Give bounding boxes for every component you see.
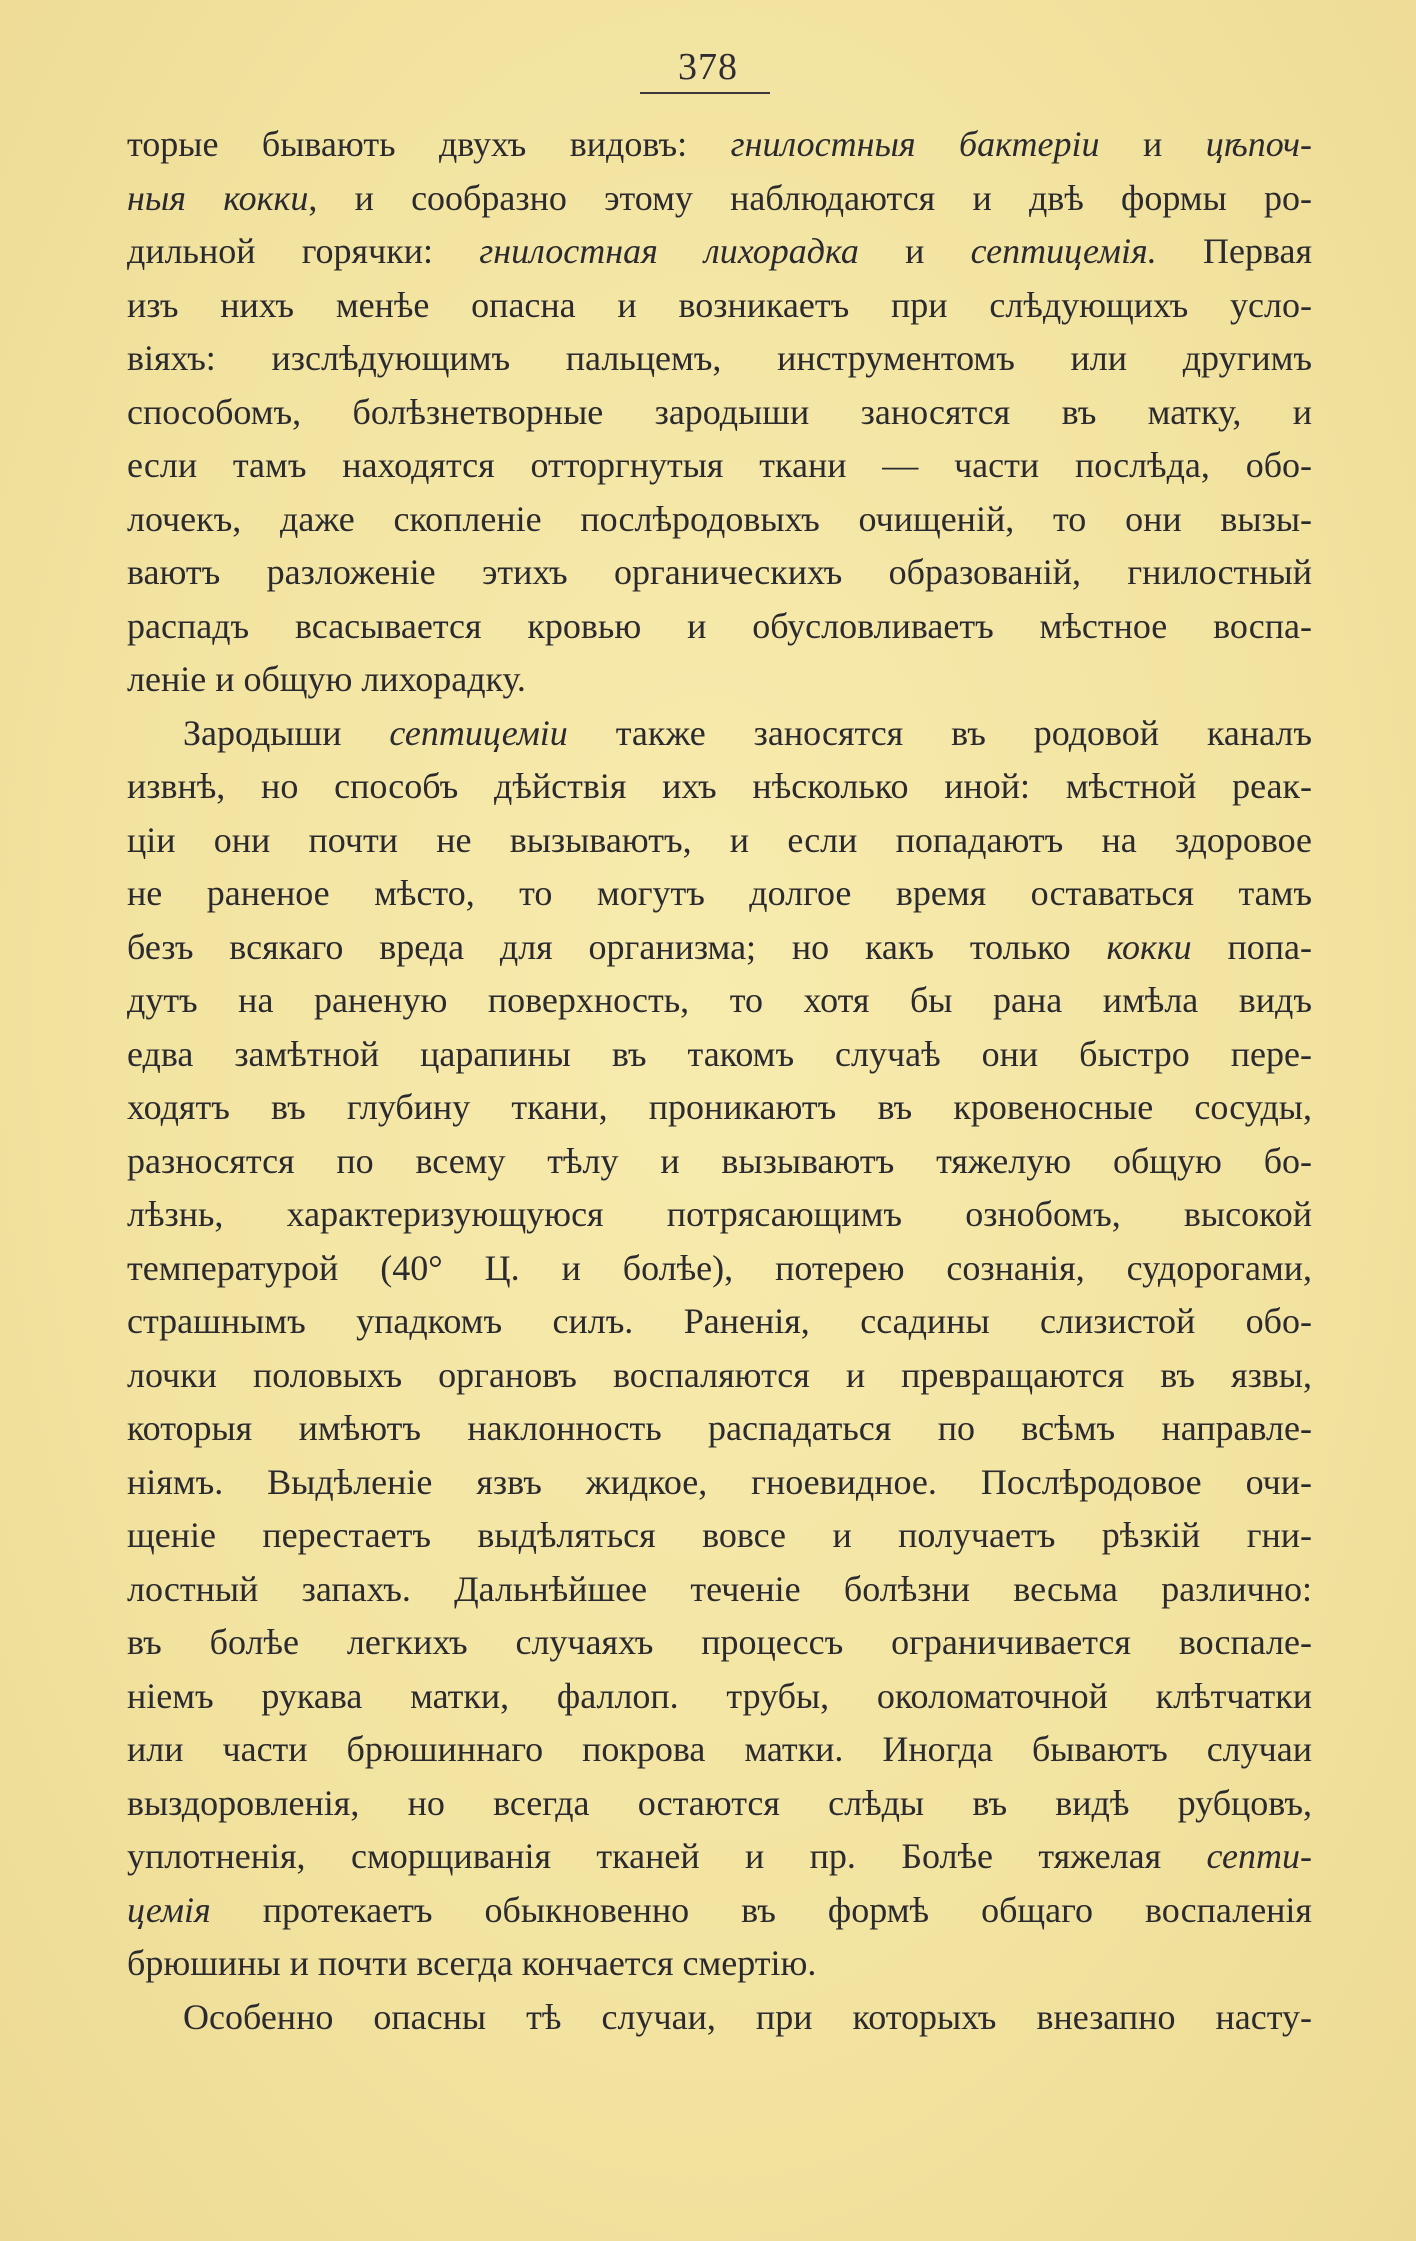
text-line bbox=[127, 439, 1312, 493]
text-line bbox=[127, 1509, 1312, 1563]
text-segment: разносятся по всему тѣлу и вызываютъ тяжелую общую бо- bbox=[127, 1140, 1312, 1181]
italic-term: гнилостная лихорадка bbox=[479, 231, 859, 271]
italic-term: ныя кокки bbox=[127, 177, 309, 218]
text-line bbox=[127, 1723, 1312, 1777]
text-segment: которыя имѣютъ наклонность распадаться по всѣмъ направле- bbox=[127, 1408, 1312, 1448]
text-segment: также заносятся въ родовой каналъ bbox=[567, 712, 1313, 753]
text-line bbox=[127, 1884, 1312, 1938]
text-line bbox=[127, 921, 1312, 975]
text-segment: температурой (40° Ц. и болѣе), потерею сознанія, судорогами, bbox=[127, 1247, 1312, 1288]
text-segment: лочки половыхъ органовъ воспаляются и превращаются въ язвы, bbox=[127, 1354, 1312, 1395]
italic-term: кокки bbox=[1106, 926, 1192, 967]
text-segment: и bbox=[858, 231, 971, 271]
text-segment: ніямъ. Выдѣленіе язвъ жидкое, гноевидное. Послѣродовое очи- bbox=[127, 1461, 1312, 1502]
italic-term: гнилостныя бактеріи bbox=[730, 124, 1100, 164]
text-segment: Первая bbox=[1156, 231, 1312, 271]
text-segment: щеніе перестаетъ выдѣляться вовсе и получаетъ рѣзкій гни- bbox=[127, 1515, 1312, 1555]
italic-term: цѣпоч- bbox=[1205, 124, 1312, 164]
text-segment: ціи они почти не вызываютъ, и если попадаютъ на здоровое bbox=[127, 819, 1312, 860]
italic-term: цемія bbox=[127, 1889, 211, 1930]
text-segment: если тамъ находятся отторгнутыя ткани — части послѣда, обо- bbox=[127, 445, 1312, 485]
italic-term: септицеміи bbox=[389, 712, 568, 753]
text-segment: ходятъ въ глубину ткани, проникаютъ въ кровеносные сосуды, bbox=[127, 1087, 1312, 1127]
text-segment: леніе и общую лихорадку. bbox=[127, 659, 526, 699]
text-line bbox=[127, 867, 1312, 921]
text-line bbox=[127, 1777, 1312, 1831]
text-segment: безъ всякаго вреда для организма; но какъ только bbox=[127, 926, 1107, 967]
text-line bbox=[127, 493, 1312, 547]
text-line bbox=[127, 1616, 1312, 1670]
text-line bbox=[127, 279, 1312, 333]
text-line bbox=[127, 1830, 1312, 1884]
text-segment: Особенно опасны тѣ случаи, при которыхъ внезапно насту- bbox=[183, 1996, 1312, 2037]
text-segment: лѣзнь, характеризующуюся потрясающимъ ознобомъ, высокой bbox=[127, 1194, 1312, 1234]
text-line bbox=[127, 1242, 1312, 1296]
text-segment: въ болѣе легкихъ случаяхъ процессъ ограничивается воспале- bbox=[127, 1622, 1312, 1662]
text-segment: распадъ всасывается кровью и обусловливаетъ мѣстное воспа- bbox=[127, 605, 1312, 646]
text-segment: торые бывають двухъ видовъ: bbox=[127, 124, 731, 164]
text-segment: извнѣ, но способъ дѣйствія ихъ нѣсколько иной: мѣстной реак- bbox=[127, 766, 1312, 806]
page-number: 378 bbox=[678, 46, 738, 88]
body-text bbox=[127, 118, 1312, 2044]
text-line bbox=[127, 1991, 1312, 2045]
text-segment: уплотненія, сморщиванія тканей и пр. Болѣе тяжелая bbox=[127, 1836, 1207, 1876]
text-line bbox=[127, 653, 1312, 707]
text-segment: не раненое мѣсто, то могутъ долгое время оставаться тамъ bbox=[127, 873, 1312, 913]
header-rule bbox=[640, 92, 770, 94]
text-line bbox=[127, 225, 1312, 279]
text-segment: Зародыши bbox=[183, 712, 390, 753]
text-line bbox=[127, 974, 1312, 1028]
text-line bbox=[127, 1349, 1312, 1403]
text-segment: дутъ на раненую поверхность, то хотя бы рана имѣла видъ bbox=[127, 980, 1312, 1020]
text-segment: изъ нихъ менѣе опасна и возникаетъ при слѣдующихъ усло- bbox=[127, 284, 1312, 325]
text-line bbox=[127, 760, 1312, 814]
text-segment: протекаетъ обыкновенно въ формѣ общаго воспаленія bbox=[210, 1889, 1312, 1930]
text-line bbox=[127, 1937, 1312, 1991]
text-segment: выздоровленія, но всегда остаются слѣды въ видѣ рубцовъ, bbox=[127, 1782, 1312, 1823]
text-line bbox=[127, 814, 1312, 868]
text-line bbox=[127, 172, 1312, 226]
text-segment: лочекъ, даже скопленіе послѣродовыхъ очищеній, то они вызы- bbox=[127, 498, 1312, 539]
text-line bbox=[127, 118, 1312, 172]
text-segment: ніемъ рукава матки, фаллоп. трубы, околоматочной клѣтчатки bbox=[127, 1675, 1312, 1716]
text-segment: попа- bbox=[1191, 926, 1313, 967]
text-segment: едва замѣтной царапины въ такомъ случаѣ они быстро пере- bbox=[127, 1033, 1312, 1074]
page-header bbox=[0, 48, 1416, 86]
text-line bbox=[127, 1563, 1312, 1617]
text-line bbox=[127, 1670, 1312, 1724]
text-line bbox=[127, 1188, 1312, 1242]
text-line bbox=[127, 1402, 1312, 1456]
text-line bbox=[127, 1081, 1312, 1135]
text-segment: ваютъ разложеніе этихъ органическихъ образованій, гнилостный bbox=[127, 552, 1312, 592]
text-segment: брюшины и почти всегда кончается смертію. bbox=[127, 1943, 817, 1983]
text-line bbox=[127, 1135, 1312, 1189]
text-segment: и bbox=[1099, 124, 1206, 164]
text-line bbox=[127, 386, 1312, 440]
text-line bbox=[127, 1456, 1312, 1510]
italic-term: септи- bbox=[1206, 1836, 1312, 1876]
text-segment: страшнымъ упадкомъ силъ. Раненія, ссадины слизистой обо- bbox=[127, 1301, 1312, 1341]
text-line bbox=[127, 1028, 1312, 1082]
text-segment: , и сообразно этому наблюдаются и двѣ формы ро- bbox=[308, 177, 1312, 218]
text-segment: или части брюшиннаго покрова матки. Иногда бываютъ случаи bbox=[127, 1729, 1312, 1769]
text-line bbox=[127, 600, 1312, 654]
text-segment: способомъ, болѣзнетворные зародыши заносятся въ матку, и bbox=[127, 391, 1312, 432]
text-segment: лостный запахъ. Дальнѣйшее теченіе болѣзни весьма различно: bbox=[127, 1568, 1312, 1609]
text-line bbox=[127, 1295, 1312, 1349]
text-line bbox=[127, 546, 1312, 600]
text-line bbox=[127, 707, 1312, 761]
text-segment: віяхъ: изслѣдующимъ пальцемъ, инструментомъ или другимъ bbox=[127, 338, 1312, 378]
text-segment: дильной горячки: bbox=[127, 231, 480, 271]
text-line bbox=[127, 332, 1312, 386]
italic-term: септицемія. bbox=[970, 231, 1157, 271]
